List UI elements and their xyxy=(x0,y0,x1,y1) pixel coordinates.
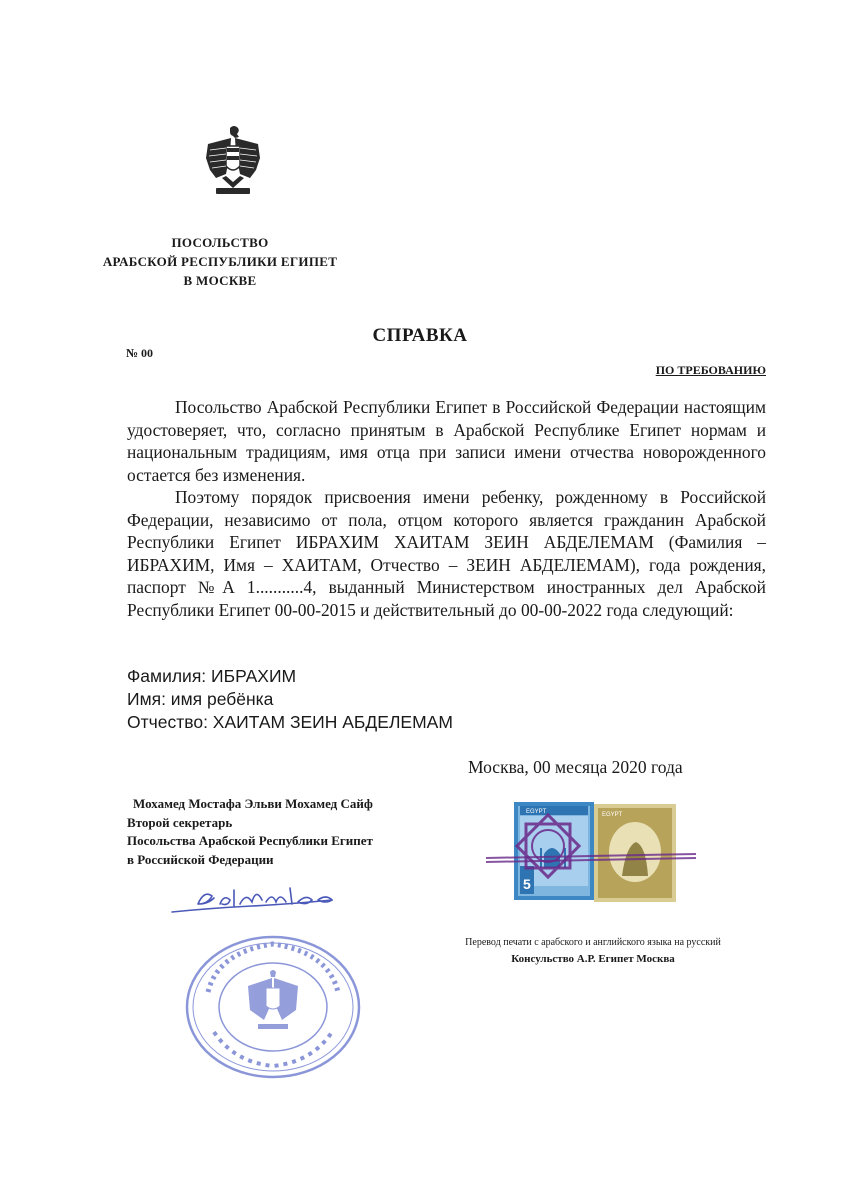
embassy-seal xyxy=(178,932,368,1082)
header-line-2: АРАБСКОЙ РЕСПУБЛИКИ ЕГИПЕТ xyxy=(102,254,338,269)
given-name-line: Имя: имя ребёнка xyxy=(127,689,274,709)
child-name-block xyxy=(127,665,453,734)
eagle-emblem-icon xyxy=(204,124,262,196)
signer-block xyxy=(127,795,373,869)
embassy-header xyxy=(70,233,370,290)
olive-stamp-country: EGYPT xyxy=(602,812,623,818)
patronymic-line: Отчество: ХАИТАМ ЗЕИН АБДЕЛЕМАМ xyxy=(127,712,453,732)
olive-revenue-stamp xyxy=(594,804,676,902)
blue-stamp-value: 5 xyxy=(523,876,531,892)
signer-org-1: Посольства Арабской Республики Египет xyxy=(127,833,373,848)
body-paragraph-1: Посольство Арабской Республики Египет в Российской Федерации настоящим удостоверяет, что, согласно принятым в Арабской Республике Египет нормам и национальным традициям, имя отца при записи имени отчества новорожденного остается без изменения. xyxy=(127,397,766,485)
revenue-stamps xyxy=(486,798,696,910)
signer-position: Второй секретарь xyxy=(127,814,233,830)
surname-line: Фамилия: ИБРАХИМ xyxy=(127,666,297,686)
header-line-3: В МОСКВЕ xyxy=(183,273,257,288)
place-date: Москва, 00 месяца 2020 года xyxy=(468,757,683,777)
signer-name: Мохамед Мостафа Эльви Мохамед Сайф xyxy=(133,796,373,811)
body-paragraph-2: Поэтому порядок присвоения имени ребенку, рожденному в Российской Федерации, независимо от пола, отцом которого является гражданин Арабской Республики Египет ИБРАХИМ ХАИТАМ ЗЕИН АБДЕЛЕМАМ (Фамилия – ИБРАХИМ, Имя – ХАИТАМ, Отчество – ЗЕИН АБДЕЛЕМАМ), года рождения, паспорт №А 1...........4, выданный Министерством иностранных дел Арабской Республики Египет 00-00-2015 и действительный до 00-00-2022 года следующий: xyxy=(127,487,766,620)
translation-note xyxy=(428,935,758,967)
certificate-body xyxy=(127,396,766,621)
document-title: СПРАВКА xyxy=(372,325,468,346)
handwritten-signature xyxy=(168,874,348,924)
header-line-1: ПОСОЛЬСТВО xyxy=(171,235,269,250)
translation-note-text: Перевод печати с арабского и английского языка на русский xyxy=(465,937,721,948)
signer-org-2: в Российской Федерации xyxy=(127,851,274,867)
seal-eagle-icon xyxy=(248,970,298,1029)
blue-stamp-country: EGYPT xyxy=(526,809,547,815)
translation-consulate: Консульство А.Р. Египет Москва xyxy=(511,953,675,965)
document-purpose: ПО ТРЕБОВАНИЮ xyxy=(655,363,766,377)
document-number: № 00 xyxy=(126,346,154,360)
